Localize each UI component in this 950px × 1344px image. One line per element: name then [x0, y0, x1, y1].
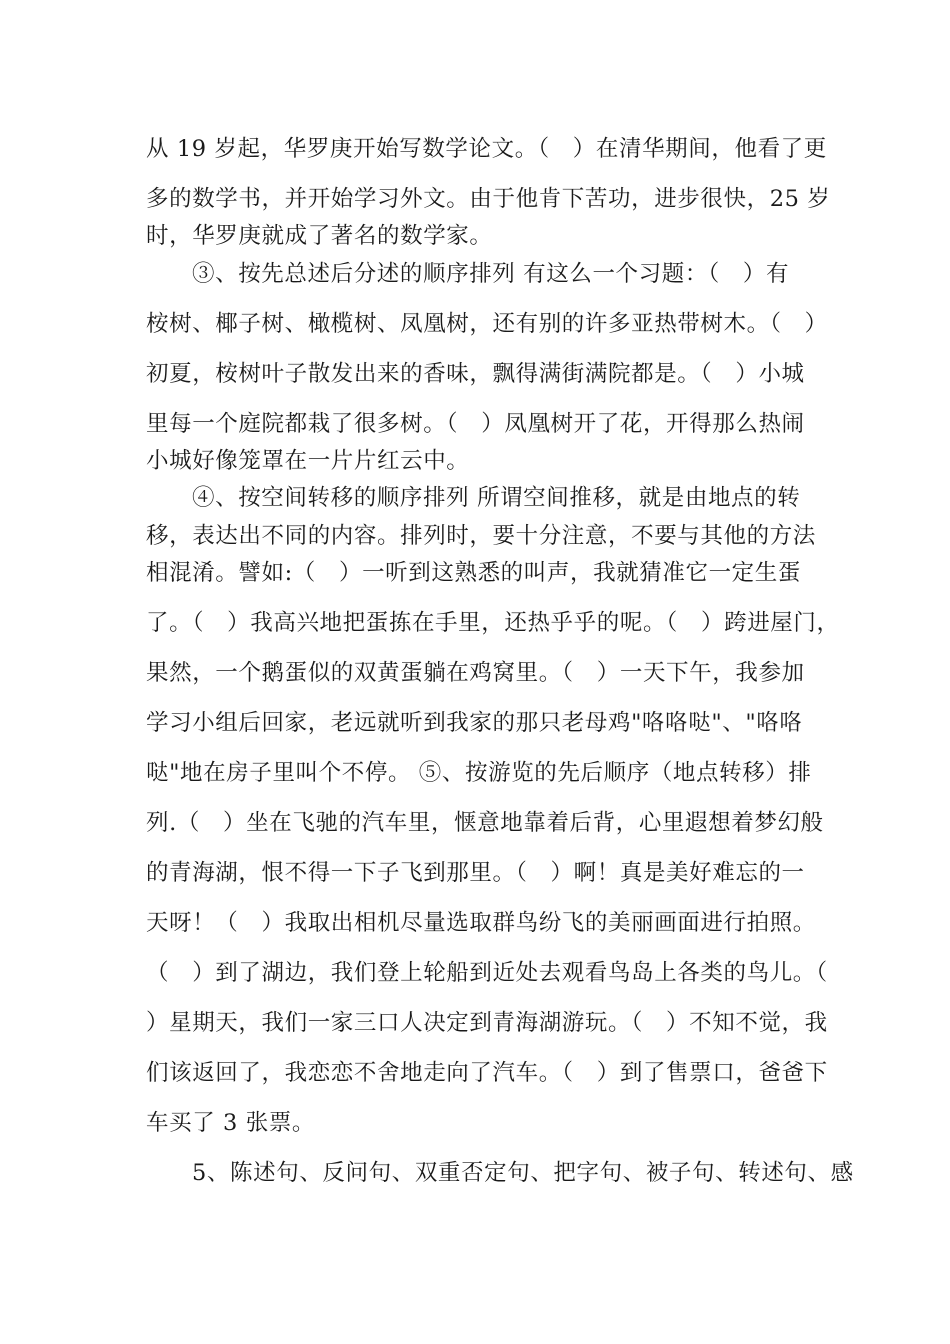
text-line: 哒"地在房子里叫个不停。 ⑤、按游览的先后顺序（地点转移）排 — [146, 760, 812, 786]
text-line: 相混淆。譬如:（ ）一听到这熟悉的叫声，我就猜准它一定生蛋 — [146, 560, 801, 586]
text-line: ③、按先总述后分述的顺序排列 有这么一个习题：（ ）有 — [192, 261, 790, 287]
text-line: 列.（ ）坐在飞驰的汽车里，惬意地靠着后背，心里遐想着梦幻般 — [146, 810, 824, 836]
text-line: 们该返回了，我恋恋不舍地走向了汽车。（ ）到了售票口，爸爸下 — [146, 1060, 828, 1086]
text-line: ④、按空间转移的顺序排列 所谓空间推移，就是由地点的转 — [192, 485, 801, 511]
text-line: 时，华罗庚就成了著名的数学家。 — [146, 223, 493, 249]
text-line: 了。（ ）我高兴地把蛋拣在手里，还热乎乎的呢。（ ）跨进屋门， — [146, 610, 840, 636]
text-line: 多的数学书，并开始学习外文。由于他肯下苦功，进步很快，25 岁 — [146, 186, 831, 212]
text-line: 5、陈述句、反问句、双重否定句、把字句、被子句、转述句、感 — [192, 1160, 854, 1186]
text-line: 果然，一个鹅蛋似的双黄蛋躺在鸡窝里。（ ）一天下午，我参加 — [146, 660, 805, 686]
text-line: 学习小组后回家，老远就听到我家的那只老母鸡"咯咯哒"、"咯咯 — [146, 710, 803, 736]
text-line: 移，表达出不同的内容。排列时，要十分注意，不要与其他的方法 — [146, 523, 816, 549]
text-line: 车买了 3 张票。 — [146, 1110, 316, 1136]
text-line: （ ）到了湖边，我们登上轮船到近处去观看鸟岛上各类的鸟儿。（ — [146, 960, 828, 986]
text-line: 初夏，桉树叶子散发出来的香味，飘得满街满院都是。（ ）小城 — [146, 361, 805, 387]
text-line: 桉树、椰子树、橄榄树、凤凰树，还有别的许多亚热带树木。（ ） — [146, 311, 828, 337]
text-line: 的青海湖，恨不得一下子飞到那里。（ ）啊！真是美好难忘的一 — [146, 860, 805, 886]
text-line: 从 19 岁起，华罗庚开始写数学论文。（ ）在清华期间，他看了更 — [146, 136, 827, 162]
text-line: 天呀！（ ）我取出相机尽量选取群鸟纷飞的美丽画面进行拍照。 — [146, 910, 816, 936]
text-line: 小城好像笼罩在一片片红云中。 — [146, 448, 470, 474]
text-line: ）星期天，我们一家三口人决定到青海湖游玩。（ ）不知不觉，我 — [146, 1010, 828, 1036]
text-line: 里每一个庭院都栽了很多树。（ ）凤凰树开了花，开得那么热闹 — [146, 411, 805, 437]
